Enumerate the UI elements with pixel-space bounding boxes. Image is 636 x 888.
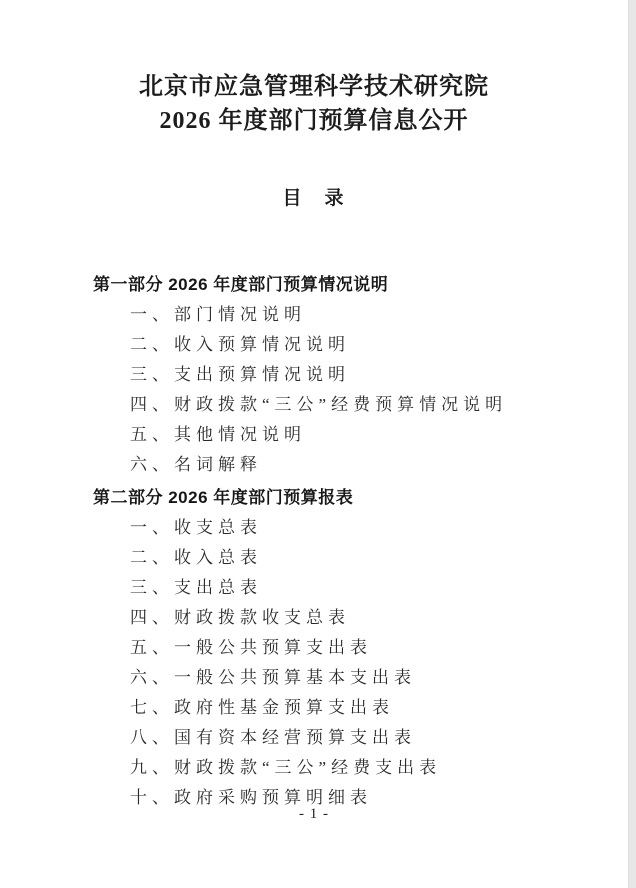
toc-item: 六、一般公共预算基本支出表 <box>130 668 416 687</box>
toc-item: 八、国有资本经营预算支出表 <box>130 728 416 747</box>
toc-item: 十、政府采购预算明细表 <box>130 788 372 807</box>
toc-item: 六、名词解释 <box>130 455 262 474</box>
toc-section-2-heading: 第二部分 2026 年度部门预算报表 <box>93 488 354 507</box>
toc-item: 三、支出总表 <box>130 578 262 597</box>
toc-heading: 目 录 <box>282 188 346 209</box>
viewer-edge-strip <box>628 0 636 888</box>
toc-item: 五、一般公共预算支出表 <box>130 638 372 657</box>
table-of-contents <box>93 270 593 813</box>
toc-item: 四、财政拨款“三公”经费预算情况说明 <box>130 395 508 414</box>
document-title <box>0 70 628 138</box>
toc-item: 一、部门情况说明 <box>130 305 306 324</box>
document-title-line-1: 北京市应急管理科学技术研究院 <box>139 74 489 100</box>
toc-item: 三、支出预算情况说明 <box>130 365 350 384</box>
toc-item: 九、财政拨款“三公”经费支出表 <box>130 758 442 777</box>
toc-section-1-heading: 第一部分 2026 年度部门预算情况说明 <box>93 275 389 294</box>
toc-item: 二、收入总表 <box>130 548 262 567</box>
toc-item: 七、政府性基金预算支出表 <box>130 698 394 717</box>
toc-item: 一、收支总表 <box>130 518 262 537</box>
toc-item: 四、财政拨款收支总表 <box>130 608 350 627</box>
toc-item: 五、其他情况说明 <box>130 425 306 444</box>
toc-item: 二、收入预算情况说明 <box>130 335 350 354</box>
page-number: - 1 - <box>299 806 329 822</box>
document-title-line-2: 2026 年度部门预算信息公开 <box>159 108 469 134</box>
